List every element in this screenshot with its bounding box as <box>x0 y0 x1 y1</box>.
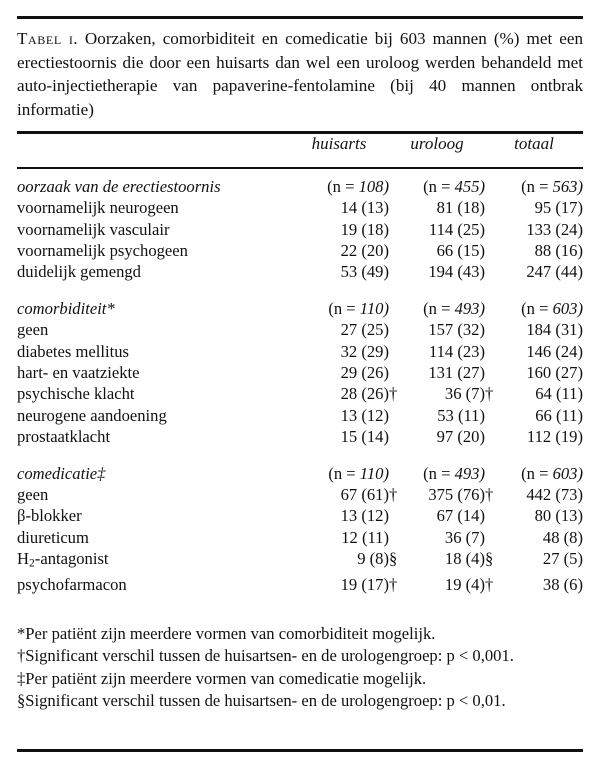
section-n-totaal: (n = 603) <box>521 298 583 318</box>
cell-huisarts: 29 (26) <box>340 362 389 382</box>
section-n-huisarts: (n = 110) <box>328 298 389 318</box>
footnote-text: Per patiënt zijn meerdere vormen van comedicatie mogelijk. <box>25 668 427 688</box>
section-n-totaal: (n = 563) <box>521 176 583 196</box>
cell-uroloog: 81 (18) <box>436 198 485 218</box>
row-label: neurogene aandoening <box>17 405 167 425</box>
cell-huisarts: 13 (12) <box>340 405 389 425</box>
section-n-huisarts: (n = 108) <box>327 176 389 196</box>
footnote-text: Per patiënt zijn meerdere vormen van comorbiditeit mogelijk. <box>25 623 436 643</box>
row-label: voornamelijk vasculair <box>17 219 170 239</box>
table-row <box>17 426 583 447</box>
section-n-uroloog: (n = 455) <box>423 176 485 196</box>
table-row <box>17 527 583 548</box>
cell-uroloog: 36 (7) <box>444 527 485 547</box>
cell-totaal: 184 (31) <box>526 320 583 340</box>
cell-huisarts: 19 (18) <box>340 219 389 239</box>
cell-totaal: 80 (13) <box>534 506 583 526</box>
table-row <box>17 362 583 383</box>
section-n-huisarts: (n = 110) <box>328 463 389 483</box>
section-header-row <box>17 463 583 484</box>
cell-totaal: 38 (6) <box>542 575 583 595</box>
table-bottom-gap <box>17 596 583 606</box>
table-row <box>17 261 583 282</box>
table-row <box>17 505 583 526</box>
table-row <box>17 219 583 240</box>
cell-totaal: 146 (24) <box>526 341 583 361</box>
row-label: hart- en vaatziekte <box>17 362 140 382</box>
cell-huisarts: 14 (13) <box>340 198 389 218</box>
footnote <box>17 623 583 645</box>
section-n-uroloog: (n = 493) <box>423 463 485 483</box>
table-row <box>17 240 583 261</box>
footnote <box>17 690 583 712</box>
row-label: psychische klacht <box>17 384 135 404</box>
cell-uroloog: 66 (15) <box>436 240 485 260</box>
row-label: psychofarmacon <box>17 575 127 595</box>
table-caption <box>17 19 583 131</box>
cell-huisarts: 67 (61)† <box>340 484 398 504</box>
cell-huisarts: 53 (49) <box>340 262 389 282</box>
cell-uroloog: 114 (23) <box>428 341 485 361</box>
cell-uroloog: 67 (14) <box>436 506 485 526</box>
table-row <box>17 341 583 362</box>
cell-huisarts: 28 (26)† <box>340 384 398 404</box>
section-gap <box>17 448 583 463</box>
footnote <box>17 645 583 667</box>
table-header-row <box>17 134 583 168</box>
caption-label: Tabel <box>17 29 62 48</box>
cell-totaal: 64 (11) <box>535 384 583 404</box>
cell-huisarts: 13 (12) <box>340 506 389 526</box>
footnote-symbol: † <box>17 646 26 666</box>
footnote-symbol: * <box>17 623 26 643</box>
row-label: voornamelijk psychogeen <box>17 240 188 260</box>
footnote <box>17 668 583 690</box>
section-header-row <box>17 176 583 197</box>
table-row <box>17 548 583 574</box>
table-top-gap <box>17 169 583 176</box>
cell-huisarts: 9 (8)§ <box>357 549 398 569</box>
table-row <box>17 197 583 218</box>
row-label: β-blokker <box>17 506 82 526</box>
cell-totaal: 442 (73) <box>526 484 583 504</box>
header-spacer <box>17 134 289 168</box>
cell-uroloog: 194 (43) <box>428 262 485 282</box>
cell-huisarts: 27 (25) <box>340 320 389 340</box>
caption-text: Oorzaken, comorbiditeit en comedicatie bij 603 mannen (%) met een erectiestoornis die door een huisarts dan wel een uroloog werden behandeld met auto-injectietherapie van papaverine-fentolamine (bij 40 mannen ontbrak informatie) <box>17 29 583 120</box>
row-label: diureticum <box>17 527 89 547</box>
section-title-comedicatie: comedicatie‡ <box>17 463 106 483</box>
results-table <box>17 134 583 606</box>
cell-uroloog: 36 (7)† <box>444 384 494 404</box>
row-label: geen <box>17 484 49 504</box>
cell-totaal: 95 (17) <box>534 198 583 218</box>
section-n-uroloog: (n = 493) <box>423 298 485 318</box>
bottom-rule <box>17 749 583 752</box>
cell-huisarts: 12 (11) <box>341 527 389 547</box>
cell-uroloog: 157 (32) <box>428 320 485 340</box>
table-row <box>17 484 583 505</box>
table-row <box>17 319 583 340</box>
row-label: geen <box>17 320 49 340</box>
caption-number: i. <box>68 29 78 48</box>
section-n-totaal: (n = 603) <box>521 463 583 483</box>
cell-uroloog: 131 (27) <box>428 362 485 382</box>
section-header-row <box>17 298 583 319</box>
section-gap <box>17 283 583 298</box>
row-label: voornamelijk neurogeen <box>17 198 179 218</box>
row-label: $H_2$-antagonist <box>17 549 109 570</box>
cell-uroloog: 375 (76)† <box>428 484 494 504</box>
cell-huisarts: 22 (20) <box>340 240 389 260</box>
row-label: diabetes mellitus <box>17 341 129 361</box>
cell-huisarts: 19 (17)† <box>340 575 398 595</box>
cell-uroloog: 19 (4)† <box>444 575 494 595</box>
footnote-text: Significant verschil tussen de huisartsen- en de urologengroep: p < 0,01. <box>25 691 506 710</box>
table-row <box>17 405 583 426</box>
cell-uroloog: 114 (25) <box>428 219 485 239</box>
table-row <box>17 574 583 595</box>
row-label: duidelijk gemengd <box>17 262 141 282</box>
cell-huisarts: 32 (29) <box>340 341 389 361</box>
cell-totaal: 48 (8) <box>542 527 583 547</box>
cell-totaal: 133 (24) <box>526 219 583 239</box>
section-title-oorzaak: oorzaak van de erectiestoornis <box>17 176 221 196</box>
column-header-huisarts: huisarts <box>311 133 367 153</box>
footnote-symbol: ‡ <box>17 668 26 688</box>
cell-uroloog: 18 (4)§ <box>444 549 494 569</box>
section-title-comorbiditeit: comorbiditeit* <box>17 298 115 318</box>
footnote-list <box>17 606 583 713</box>
cell-totaal: 247 (44) <box>526 262 583 282</box>
footnote-text: Significant verschil tussen de huisartsen- en de urologengroep: p < 0,001. <box>25 646 514 666</box>
cell-totaal: 88 (16) <box>534 240 583 260</box>
cell-totaal: 112 (19) <box>526 427 583 447</box>
cell-uroloog: 53 (11) <box>437 405 485 425</box>
table-row <box>17 383 583 404</box>
cell-totaal: 66 (11) <box>535 405 583 425</box>
row-label: prostaatklacht <box>17 427 111 447</box>
footnote-symbol: § <box>17 691 26 710</box>
column-header-uroloog: uroloog <box>410 133 464 153</box>
cell-totaal: 160 (27) <box>526 362 583 382</box>
column-header-totaal: totaal <box>514 133 554 153</box>
cell-totaal: 27 (5) <box>542 549 583 569</box>
cell-huisarts: 15 (14) <box>340 427 389 447</box>
cell-uroloog: 97 (20) <box>436 427 485 447</box>
